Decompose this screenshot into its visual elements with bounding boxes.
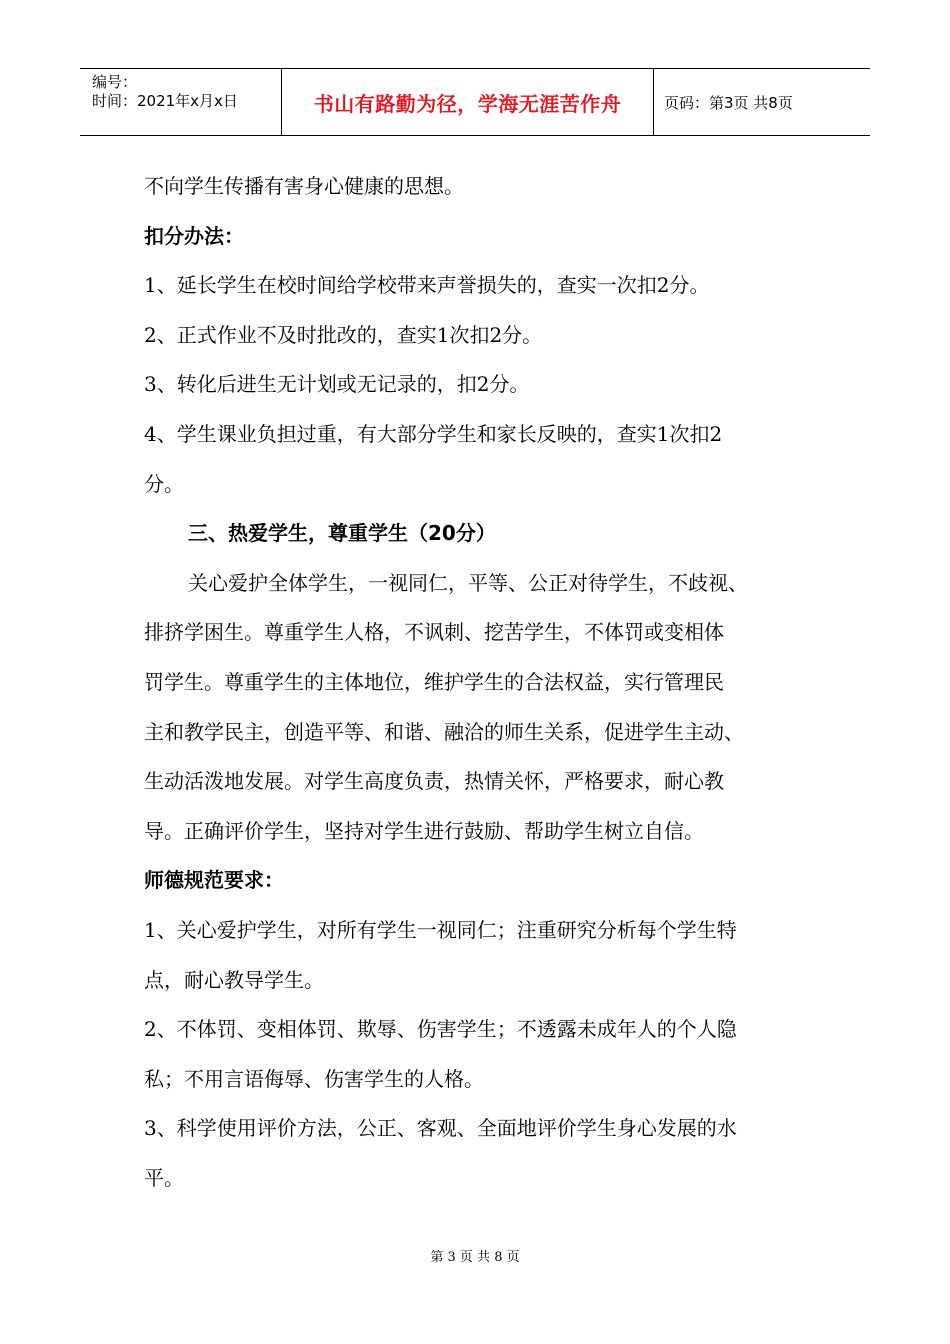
deduction-item-3: 3、转化后进生无计划或无记录的，扣2分。	[144, 372, 530, 397]
header-table	[80, 68, 870, 136]
paragraph-line: 主和教学民主，创造平等、和谐、融洽的师生关系，促进学生主动、	[144, 719, 744, 744]
paragraph-line: 生动活泼地发展。对学生高度负责，热情关怀，严格要求，耐心教	[144, 769, 724, 794]
page-info: 页码：第3页 共8页	[664, 93, 793, 112]
requirement-item-3-cont: 平。	[144, 1165, 184, 1190]
text-line: 不向学生传播有害身心健康的思想。	[144, 174, 464, 198]
deduction-item-4: 4、学生课业负担过重，有大部分学生和家长反映的，查实1次扣2	[144, 421, 723, 446]
paragraph-line: 排挤学困生。尊重学生人格，不讽刺、挖苦学生，不体罚或变相体	[144, 620, 724, 645]
number-label: 编号：	[92, 73, 138, 91]
header-left-cell	[80, 69, 282, 135]
chapter-heading: 三、热爱学生，尊重学生（20分）	[188, 521, 496, 546]
document-body	[144, 162, 814, 1203]
paragraph-line: 导。正确评价学生，坚持对学生进行鼓励、帮助学生树立自信。	[144, 818, 704, 843]
section-heading-deductions: 扣分办法：	[144, 223, 244, 248]
requirement-item-1: 1、关心爱护学生，对所有学生一视同仁；注重研究分析每个学生特	[144, 917, 737, 942]
requirement-item-2-cont: 私；不用言语侮辱、伤害学生的人格。	[144, 1066, 484, 1091]
deduction-item-2: 2、正式作业不及时批改的，查实1次扣2分。	[144, 322, 543, 347]
motto: 书山有路勤为径，学海无涯苦作舟	[282, 69, 654, 135]
page-footer: 第 3 页 共 8 页	[430, 1250, 520, 1265]
requirement-item-1-cont: 点，耐心教导学生。	[144, 967, 324, 992]
requirement-item-2: 2、不体罚、变相体罚、欺辱、伤害学生；不透露未成年人的个人隐	[144, 1017, 737, 1042]
paragraph-line: 罚学生。尊重学生的主体地位，维护学生的合法权益，实行管理民	[144, 669, 724, 694]
section-heading-requirements: 师德规范要求：	[144, 868, 284, 893]
deduction-item-4-cont: 分。	[144, 471, 184, 496]
time-label: 时间：2021年x月x日	[92, 92, 238, 110]
requirement-item-3: 3、科学使用评价方法，公正、客观、全面地评价学生身心发展的水	[144, 1116, 737, 1141]
deduction-item-1: 1、延长学生在校时间给学校带来声誉损失的，查实一次扣2分。	[144, 273, 710, 298]
paragraph-line: 关心爱护全体学生，一视同仁，平等、公正对待学生，不歧视、	[188, 570, 748, 595]
